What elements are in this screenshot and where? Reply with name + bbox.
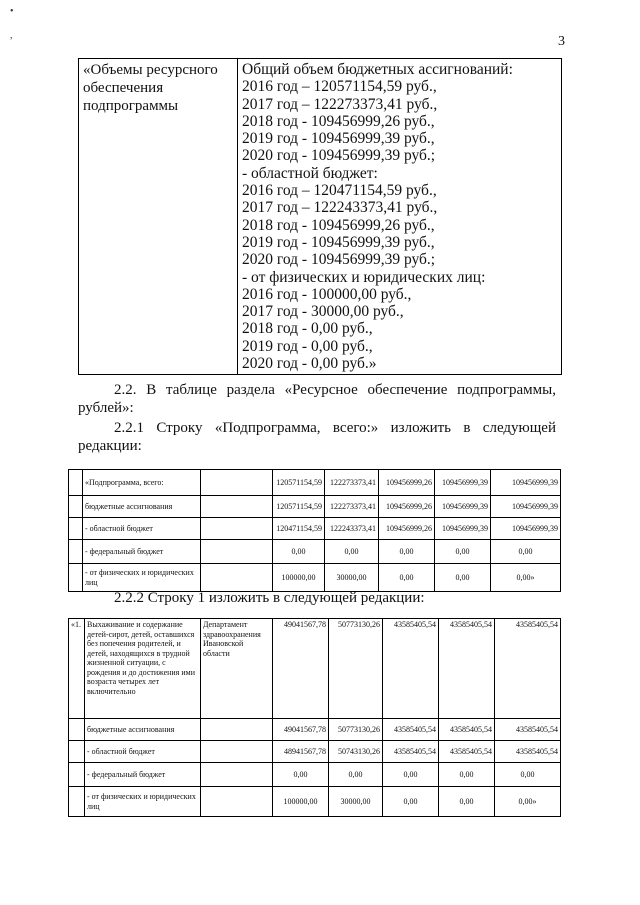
cell-value: 109456999,39 [491,470,561,496]
cell-value: 109456999,39 [435,470,491,496]
row-label: «Подпрограмма, всего: [83,470,201,496]
resource-line: 2020 год - 109456999,39 руб.; [242,147,436,165]
resource-line: 2017 год - 30000,00 руб., [242,303,404,321]
cell-value: 0,00 [383,787,439,817]
cell-value: 30000,00 [329,787,383,817]
cell-value: 0,00» [495,787,561,817]
cell-value: 0,00 [439,787,495,817]
cell-value: 0,00 [383,763,439,787]
resource-line: 2020 год - 109456999,39 руб.; [242,251,436,269]
cell-value: 43585405,54 [383,741,439,763]
table-row [69,763,561,787]
cell-value: 0,00» [491,564,561,592]
resource-line: 2016 год – 120571154,59 руб., [242,78,437,96]
table-row [69,741,561,763]
executor: Департамент здравоохранения Ивановской области [201,619,273,719]
cell-value: 43585405,54 [495,741,561,763]
table-row [69,564,561,592]
resource-line: 2017 год – 122273373,41 руб., [242,95,438,113]
cell-value: 43585405,54 [439,741,495,763]
cell-value: 120571154,59 [273,496,325,518]
cell-value: 0,00 [491,540,561,564]
cell-value: 109456999,39 [491,518,561,540]
resource-block-values [238,59,562,375]
resource-line: 2016 год – 120471154,59 руб., [242,182,437,200]
margin-mark: • [10,6,14,17]
resource-line: 2018 год - 0,00 руб., [242,320,373,338]
cell-value: 120571154,59 [273,470,325,496]
cell-value: 0,00 [435,564,491,592]
resource-line: 2018 год - 109456999,26 руб., [242,112,435,130]
row-label: - федеральный бюджет [83,540,201,564]
margin-mark-comma: , [10,30,13,41]
resource-line: - от физических и юридических лиц: [242,268,486,286]
cell-value: 122273373,41 [325,470,379,496]
cell-value: 0,00 [273,763,329,787]
cell-value: 0,00 [325,540,379,564]
cell-value: 100000,00 [273,787,329,817]
cell-value: 43585405,54 [495,719,561,741]
resource-line: 2019 год - 109456999,39 руб., [242,233,435,251]
resource-line: 2016 год - 100000,00 руб., [242,285,412,303]
cell-value: 0,00 [273,540,325,564]
row-label: - от физических и юридических лиц [85,787,201,817]
paragraph-2-2-2: 2.2.2 Строку 1 изложить в следующей редакции: [114,590,425,606]
resource-line: 2018 год - 109456999,26 руб., [242,216,435,234]
cell-value: 30000,00 [325,564,379,592]
resource-line: Общий объем бюджетных ассигнований: [242,61,513,78]
cell-value: 50773130,26 [329,719,383,741]
cell-value: 0,00 [379,540,435,564]
cell-value: 49041567,78 [273,719,329,741]
resource-line: 2020 год - 0,00 руб.» [242,355,377,373]
resource-line: 2019 год - 109456999,39 руб., [242,130,435,148]
table-row [69,787,561,817]
cell-value: 120471154,59 [273,518,325,540]
cell-value: 109456999,26 [379,496,435,518]
cell-value: 0,00 [435,540,491,564]
cell-value: 43585405,54 [439,619,495,719]
cell-value: 0,00 [439,763,495,787]
row-label: бюджетные ассигнования [83,496,201,518]
table-row [69,470,561,496]
cell-value: 43585405,54 [495,619,561,719]
row-number: «1. [69,619,85,719]
table-row [69,719,561,741]
cell-value: 43585405,54 [383,619,439,719]
resource-line: - областной бюджет: [242,164,378,182]
table-row [69,496,561,518]
cell-value: 43585405,54 [439,719,495,741]
cell-value: 49041567,78 [273,619,329,719]
page-number: 3 [558,34,565,49]
cell-value: 109456999,26 [379,470,435,496]
resource-block-label: «Объемы ресурсного обеспечения подпрограммы [79,59,238,375]
row-label: - областной бюджет [85,741,201,763]
cell-value: 43585405,54 [383,719,439,741]
cell-value: 109456999,39 [435,518,491,540]
cell-value: 0,00 [379,564,435,592]
cell-value: 50743130,26 [329,741,383,763]
row-label: - федеральный бюджет [85,763,201,787]
cell-value: 0,00 [329,763,383,787]
row-label: Выхаживание и содержание детей-сирот, детей, оставшихся без попечения родителей, и детей, находящихся в трудной жизненной ситуации, с рождения и до достижения ими возраста четырех лет включительно [85,619,201,719]
paragraph-2-2: 2.2. В таблице раздела «Ресурсное обеспечение подпрограммы, рублей»: [78,382,556,416]
cell-value: 48941567,78 [273,741,329,763]
cell-value: 122243373,41 [325,518,379,540]
cell-value: 109456999,39 [491,496,561,518]
table-row [69,540,561,564]
table-row [69,619,561,719]
table-line-1 [68,618,561,817]
cell-value: 122273373,41 [325,496,379,518]
resource-block [78,58,562,375]
paragraph-2-2-1: 2.2.1 Строку «Подпрограмма, всего:» изложить в следующей редакции: [78,420,556,454]
resource-line: 2019 год - 0,00 руб., [242,337,373,355]
cell-value: 50773130,26 [329,619,383,719]
cell-value: 109456999,39 [435,496,491,518]
cell-value: 100000,00 [273,564,325,592]
resource-line: 2017 год – 122243373,41 руб., [242,199,438,217]
row-label: - от физических и юридических лиц [83,564,201,592]
row-label: бюджетные ассигнования [85,719,201,741]
table-subprogram-total [68,469,561,592]
row-label: - областной бюджет [83,518,201,540]
table-row [69,518,561,540]
cell-value: 0,00 [495,763,561,787]
cell-value: 109456999,26 [379,518,435,540]
